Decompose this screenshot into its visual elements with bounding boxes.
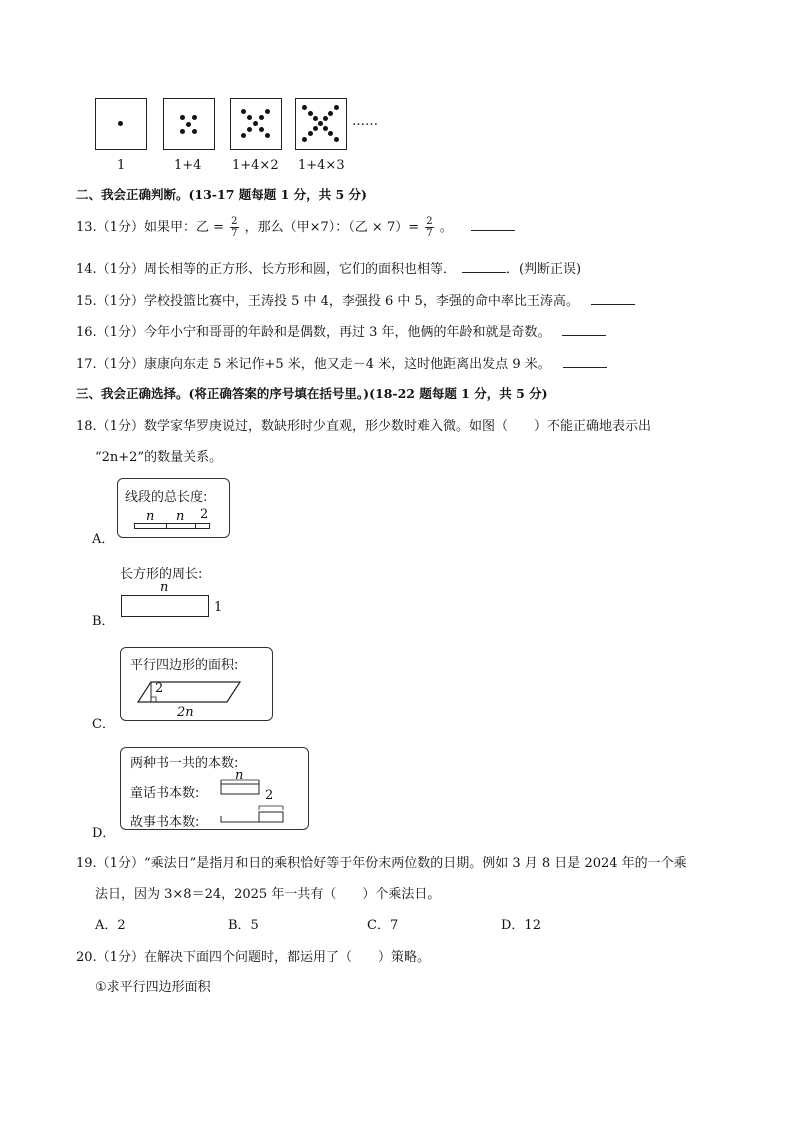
- q13-suffix: 。: [439, 220, 453, 235]
- dot: [259, 127, 264, 132]
- q19-option-b[interactable]: B．5: [228, 918, 259, 933]
- dot: [180, 129, 185, 134]
- q15-text: 15.（1分）学校投篮比赛中，王涛投 5 中 4，李强投 6 中 5，李强的命中率比王涛高。: [76, 294, 579, 309]
- option-a-letter[interactable]: A．: [92, 532, 115, 547]
- numerator: 2: [426, 216, 433, 227]
- question-16: [76, 321, 606, 340]
- question-19-line2: 法日，因为 3×8＝24，2025 年一共有（ ）个乘法日。: [95, 887, 441, 902]
- dice-ellipsis: ……: [352, 114, 378, 129]
- line-segment: [195, 523, 210, 529]
- dot: [334, 137, 339, 142]
- segment-label-n: n: [176, 509, 185, 524]
- option-c-box: [120, 647, 273, 721]
- row-label-story-books: 故事书本数:: [130, 815, 200, 830]
- answer-blank[interactable]: [591, 292, 635, 305]
- numerator: 2: [231, 216, 238, 227]
- dot: [323, 116, 328, 121]
- option-a-box: [117, 478, 230, 538]
- question-13: [76, 216, 515, 239]
- dot: [323, 126, 328, 131]
- dot: [308, 111, 313, 116]
- dice-box-2: [163, 98, 215, 150]
- option-b-title: 长方形的周长:: [120, 567, 203, 582]
- parallelogram-shape: [121, 648, 274, 722]
- question-20-item1: ①求平行四边形面积: [95, 980, 211, 995]
- q13-prefix: 13.（1分）如果甲：乙 =: [76, 220, 224, 235]
- denominator: 7: [231, 228, 238, 239]
- q16-text: 16.（1分）今年小宁和哥哥的年龄和是偶数，再过 3 年，他俩的年龄和就是奇数。: [76, 325, 551, 340]
- q14-suffix: ．(判断正误): [505, 262, 582, 277]
- question-18-line1: 18.（1分）数学家华罗庚说过，数缺形时少直观，形少数时难入微。如图（ ）不能正确地表示出: [76, 419, 651, 434]
- q13-middle: ，那么（甲×7）：（乙 × 7）=: [244, 220, 420, 235]
- answer-blank[interactable]: [462, 260, 506, 273]
- line-segment: [166, 523, 196, 529]
- q19-option-d[interactable]: D．12: [501, 918, 541, 933]
- dot: [259, 115, 264, 120]
- bar-label-2: 2: [265, 788, 274, 803]
- dice-box-3: [230, 98, 282, 150]
- dot: [328, 111, 333, 116]
- dot: [313, 116, 318, 121]
- dice-label-4: 1+4×3: [298, 158, 345, 173]
- question-14: [76, 258, 581, 277]
- parallelogram-height-label: 2: [155, 681, 164, 696]
- q19-option-a[interactable]: A．2: [95, 918, 126, 933]
- fraction: [230, 216, 238, 239]
- dot: [318, 121, 323, 126]
- q17-text: 17.（1分）康康向东走 5 米记作+5 米，他又走－4 米，这时他距离出发点 9 米。: [76, 357, 551, 372]
- option-a-title: 线段的总长度:: [125, 490, 208, 505]
- denominator: 7: [426, 228, 433, 239]
- option-c-letter[interactable]: C．: [92, 717, 115, 732]
- dot: [313, 126, 318, 131]
- dice-box-4: [295, 98, 347, 150]
- rectangle-top-label: n: [160, 580, 169, 595]
- dot: [265, 133, 270, 138]
- dice-label-2: 1+4: [174, 158, 202, 173]
- option-b-letter[interactable]: B．: [92, 614, 115, 629]
- row-label-fairy-tales: 童话书本数:: [130, 786, 200, 801]
- dot: [192, 129, 197, 134]
- question-20-line1: 20.（1分）在解决下面四个问题时，都运用了（ ）策略。: [76, 950, 430, 965]
- segment-label-2: 2: [200, 507, 209, 522]
- dice-label-3: 1+4×2: [232, 158, 279, 173]
- dot: [308, 131, 313, 136]
- dot: [334, 105, 339, 110]
- answer-blank[interactable]: [563, 355, 607, 368]
- segment-label-n: n: [146, 509, 155, 524]
- option-d-title: 两种书一共的本数:: [130, 756, 239, 771]
- dot: [241, 109, 246, 114]
- section-heading-2: 二、我会正确判断。(13-17 题每题 1 分，共 5 分): [76, 187, 367, 202]
- dot: [253, 121, 258, 126]
- dot: [186, 122, 191, 127]
- dot: [265, 109, 270, 114]
- answer-blank[interactable]: [471, 218, 515, 231]
- rectangle-side-label: 1: [214, 600, 223, 615]
- dot: [328, 131, 333, 136]
- dot: [247, 127, 252, 132]
- section-heading-3: 三、我会正确选择。(将正确答案的序号填在括号里。)(18-22 题每题 1 分，共 5 分): [76, 386, 548, 401]
- dot: [241, 133, 246, 138]
- dot: [118, 121, 123, 126]
- dot: [192, 115, 197, 120]
- option-c-title: 平行四边形的面积:: [130, 658, 239, 673]
- option-d-box: [120, 747, 309, 830]
- dot: [302, 137, 307, 142]
- dot: [302, 105, 307, 110]
- answer-blank[interactable]: [562, 323, 606, 336]
- dice-label-1: 1: [117, 158, 126, 173]
- bar-label-n: n: [235, 768, 244, 783]
- q19-option-c[interactable]: C．7: [367, 918, 399, 933]
- question-15: [76, 290, 635, 309]
- q14-text: 14.（1分）周长相等的正方形、长方形和圆，它们的面积也相等．: [76, 262, 456, 277]
- rectangle-shape: [121, 595, 209, 617]
- question-17: [76, 353, 607, 372]
- question-18-line2: “2n+2”的数量关系。: [95, 450, 223, 465]
- option-d-letter[interactable]: D．: [92, 826, 116, 841]
- fraction: [425, 216, 433, 239]
- line-segment: [134, 523, 167, 529]
- dot: [180, 115, 185, 120]
- bar-diagram: [121, 748, 310, 831]
- parallelogram-base-label: 2n: [177, 705, 194, 720]
- question-19-line1: 19.（1分）“乘法日”是指月和日的乘积恰好等于年份末两位数的日期。例如 3 月 8 日是 2024 年的一个乘: [76, 856, 687, 871]
- dot: [247, 115, 252, 120]
- dice-box-1: [95, 98, 147, 150]
